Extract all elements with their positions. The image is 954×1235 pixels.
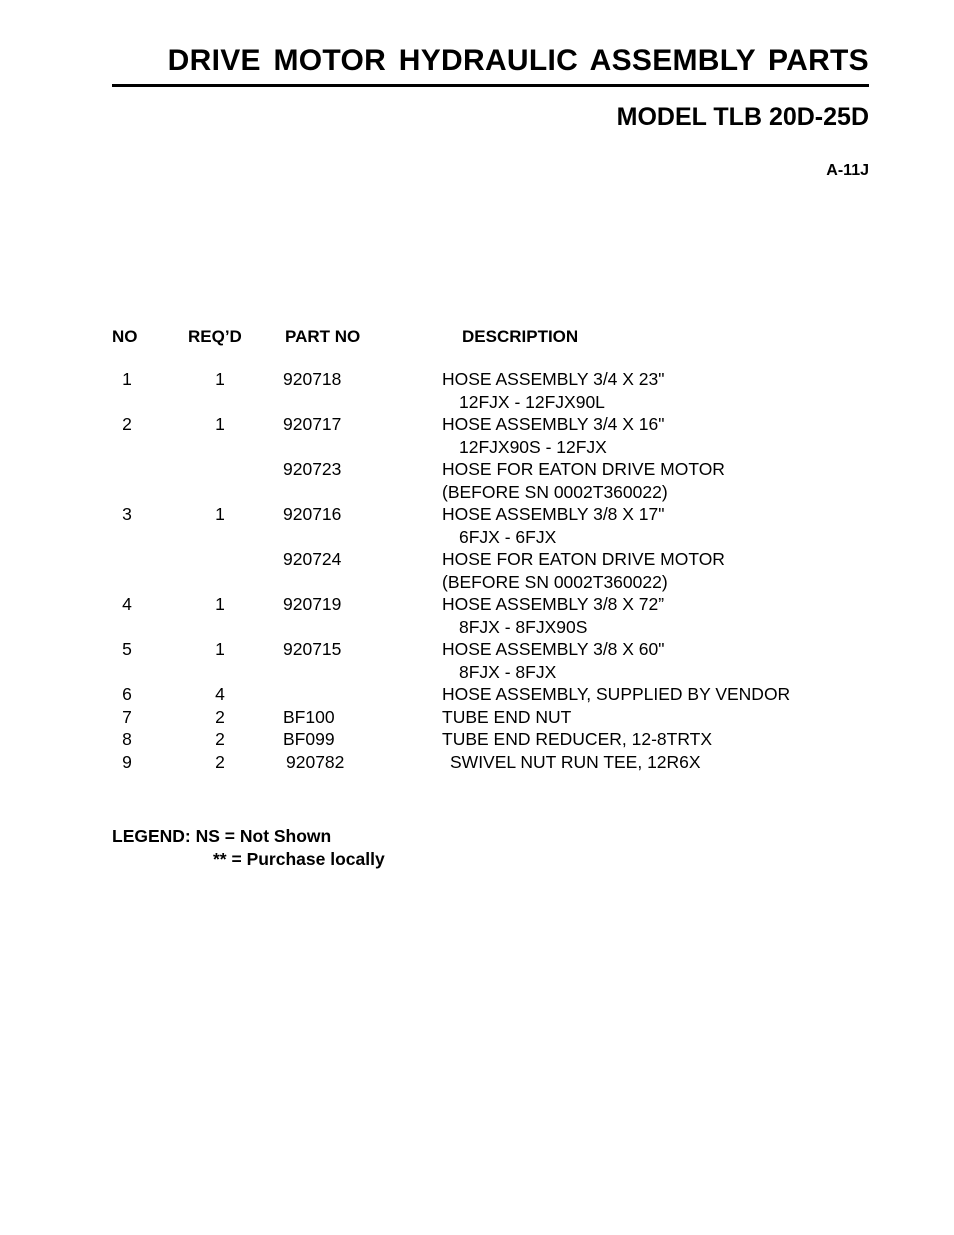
cell-description-line2: 8FJX - 8FJX90S: [459, 616, 588, 637]
legend-line-not-shown: LEGEND: NS = Not Shown: [112, 826, 332, 846]
cell-reqd: 4: [215, 684, 225, 704]
cell-reqd: 1: [215, 639, 225, 659]
column-header-description: DESCRIPTION: [462, 327, 579, 346]
table-row-continuation: [0, 616, 954, 639]
cell-description-line2: (BEFORE SN 0002T360022): [442, 481, 668, 502]
column-header-reqd: REQ’D: [188, 327, 242, 346]
legend: [112, 825, 385, 871]
cell-part-no: 920719: [283, 594, 342, 614]
cell-no: 8: [122, 729, 132, 749]
column-header-part-no: PART NO: [285, 327, 361, 346]
table-row-continuation: [0, 436, 954, 459]
cell-description: HOSE ASSEMBLY 3/4 X 23": [442, 369, 665, 389]
page-id: A-11J: [826, 162, 869, 179]
model-heading: MODEL TLB 20D-25D: [616, 103, 869, 131]
cell-description: HOSE FOR EATON DRIVE MOTOR: [442, 549, 725, 569]
cell-description: HOSE ASSEMBLY, SUPPLIED BY VENDOR: [442, 684, 791, 704]
table-row-continuation: [0, 526, 954, 549]
table-row: [0, 548, 954, 571]
cell-no: 5: [122, 639, 132, 659]
cell-description: TUBE END REDUCER, 12-8TRTX: [442, 729, 713, 749]
cell-part-no: BF099: [283, 729, 335, 749]
column-header-no: NO: [112, 327, 138, 346]
table-row: [0, 503, 954, 526]
cell-no: 2: [122, 414, 132, 434]
cell-description: HOSE ASSEMBLY 3/8 X 17": [442, 504, 665, 524]
cell-description-line2: (BEFORE SN 0002T360022): [442, 571, 668, 592]
cell-part-no: 920716: [283, 504, 342, 524]
cell-no: 1: [122, 369, 132, 389]
cell-description-line2: 12FJX90S - 12FJX: [459, 436, 607, 457]
cell-part-no: 920715: [283, 639, 342, 659]
table-row: [0, 751, 954, 774]
table-row: [0, 706, 954, 729]
cell-reqd: 1: [215, 594, 225, 614]
cell-no: 4: [122, 594, 132, 614]
cell-no: 9: [122, 751, 132, 772]
table-row-continuation: [0, 391, 954, 414]
cell-part-no: 920718: [283, 369, 342, 389]
cell-description: HOSE ASSEMBLY 3/4 X 16": [442, 414, 665, 434]
table-row-continuation: [0, 571, 954, 594]
cell-part-no: 920717: [283, 414, 342, 434]
table-row: [0, 413, 954, 436]
table-row: [0, 458, 954, 481]
cell-reqd: 1: [215, 369, 225, 389]
cell-reqd: 2: [215, 729, 225, 749]
cell-no: 7: [122, 706, 132, 727]
cell-no: 6: [122, 684, 132, 704]
table-row: [0, 593, 954, 616]
cell-reqd: 2: [215, 751, 225, 772]
cell-description: HOSE ASSEMBLY 3/8 X 60": [442, 639, 665, 659]
cell-reqd: 1: [215, 504, 225, 524]
cell-description: HOSE FOR EATON DRIVE MOTOR: [442, 459, 725, 479]
parts-table: [0, 368, 954, 773]
cell-reqd: 1: [215, 414, 225, 434]
cell-description: SWIVEL NUT RUN TEE, 12R6X: [450, 751, 701, 772]
title-divider: [112, 84, 869, 87]
cell-part-no: 920723: [283, 459, 342, 479]
cell-part-no: 920782: [286, 751, 345, 772]
table-row: [0, 683, 954, 706]
cell-description-line2: 8FJX - 8FJX: [459, 661, 557, 682]
table-row-continuation: [0, 481, 954, 504]
table-row-continuation: [0, 661, 954, 684]
cell-part-no: BF100: [283, 706, 335, 727]
cell-reqd: 2: [215, 706, 225, 727]
legend-line-purchase-locally: ** = Purchase locally: [213, 849, 385, 869]
cell-no: 3: [122, 504, 132, 524]
page-title: DRIVE MOTOR HYDRAULIC ASSEMBLY PARTS: [167, 44, 869, 77]
table-row: [0, 368, 954, 391]
cell-description: HOSE ASSEMBLY 3/8 X 72”: [442, 594, 665, 614]
cell-part-no: 920724: [283, 549, 342, 569]
table-row: [0, 638, 954, 661]
table-row: [0, 728, 954, 751]
cell-description: TUBE END NUT: [442, 706, 572, 727]
cell-description-line2: 6FJX - 6FJX: [459, 526, 557, 547]
cell-description-line2: 12FJX - 12FJX90L: [459, 391, 605, 412]
